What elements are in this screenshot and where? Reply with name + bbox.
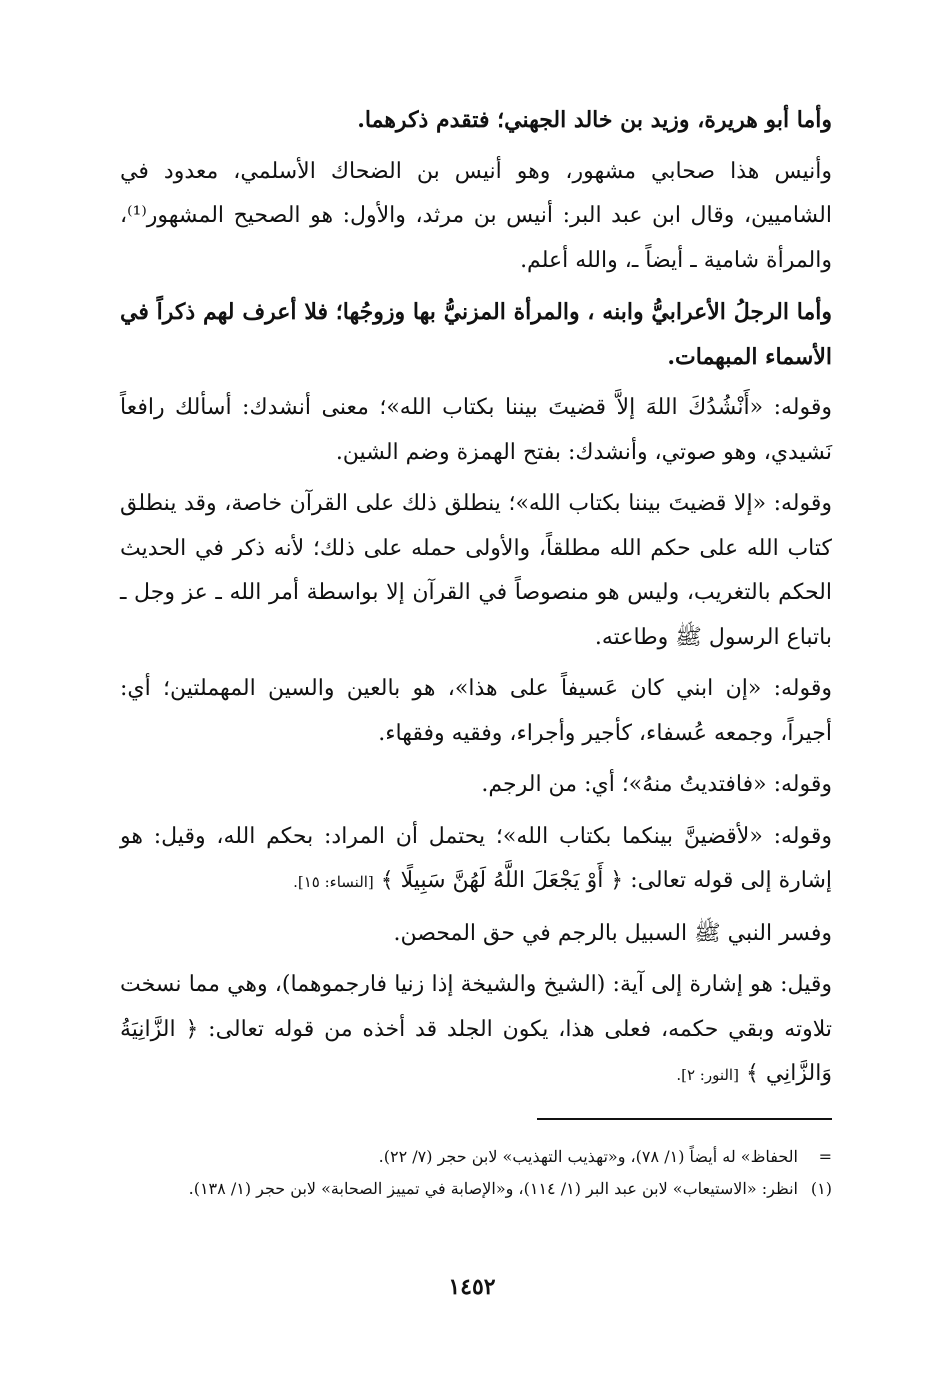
quran-citation: [النور: ٢]. <box>676 1066 739 1084</box>
paragraph-2: وأنيس هذا صحابي مشهور، وهو أنيس بن الضحاك الأسلمي، معدود في الشاميين، وقال ابن عبد البر: أنيس بن مرثد، والأول: هو الصحيح المشهور⁽¹⁾، والمرأة شامية ـ أيضاً ـ، والله أعلم. <box>120 158 832 273</box>
quran-citation: [النساء: ١٥]. <box>293 873 374 891</box>
footnote-1 <box>120 1176 832 1202</box>
paragraph-9: وفسر النبي ﷺ السبيل بالرجم في حق المحصن. <box>393 920 832 946</box>
footnote-continuation <box>120 1144 832 1170</box>
footnote-mark: = <box>818 1147 832 1166</box>
page-number: ١٤٥٢ <box>448 1274 496 1300</box>
paragraph-10: وقيل: هو إشارة إلى آية: (الشيخ والشيخة إذا زنيا فارجموهما)، وهي مما نسخت تلاوته وبقي حكمه، فعلى هذا، يكون الجلد قد أخذه من قوله تعالى: ﴿ الزَّانِيَةُ وَالزَّانِي ﴾ [النور: ٢]. <box>120 972 832 1086</box>
paragraph-1: وأما أبو هريرة، وزيد بن خالد الجهني؛ فتقدم ذكرهما. <box>357 107 832 133</box>
footnote-separator <box>537 1118 832 1120</box>
footnote-text: الحفاظ» له أيضاً (١/ ٧٨)، و«تهذيب التهذيب» لابن حجر (٧/ ٢٢). <box>378 1147 798 1166</box>
paragraph-6: وقوله: «إن ابني كان عَسيفاً على هذا»، هو بالعين والسين المهملتين؛ أي: أجيراً، وجمعه عُسفاء، كأجير وأجراء، وفقيه وفقهاء. <box>120 676 832 746</box>
main-text <box>120 98 832 1105</box>
footnote-mark: (١) <box>810 1179 832 1198</box>
footnotes <box>120 1144 832 1208</box>
paragraph-4: وقوله: «أَنْشُدُكَ اللهَ إلاَّ قضيتَ بيننا بكتاب الله»؛ معنى أنشدك: أسألك رافعاً نَشيدي، وهو صوتي، وأنشدك: بفتح الهمزة وضم الشين. <box>120 395 832 465</box>
paragraph-7: وقوله: «فافتديتُ منهُ»؛ أي: من الرجم. <box>481 772 832 797</box>
footnote-text: انظر: «الاستيعاب» لابن عبد البر (١/ ١١٤)، و«الإصابة في تمييز الصحابة» لابن حجر (١/ ١٣٨). <box>188 1179 798 1198</box>
paragraph-8: وقوله: «لأقضينَّ بينكما بكتاب الله»؛ يحتمل أن المراد: بحكم الله، وقيل: هو إشارة إلى قوله تعالى: ﴿ أَوْ يَجْعَلَ اللَّهُ لَهُنَّ سَبِيلًا ﴾ [النساء: ١٥]. <box>120 823 832 893</box>
paragraph-3: وأما الرجلُ الأعرابيُّ وابنه ، والمرأة المزنيُّ بها وزوجُها؛ فلا أعرف لهم ذكراً في الأسماء المبهمات. <box>120 299 832 370</box>
paragraph-5: وقوله: «إلا قضيتَ بيننا بكتاب الله»؛ ينطلق ذلك على القرآن خاصة، وقد ينطلق كتاب الله على حكم الله مطلقاً، والأولى حمله على ذلك؛ لأنه ذكر في الحديث الحكم بالتغريب، وليس هو منصوصاً في القرآن إلا بواسطة أمر الله ـ عز وجل ـ باتباع الرسول ﷺ وطاعته. <box>120 491 832 650</box>
